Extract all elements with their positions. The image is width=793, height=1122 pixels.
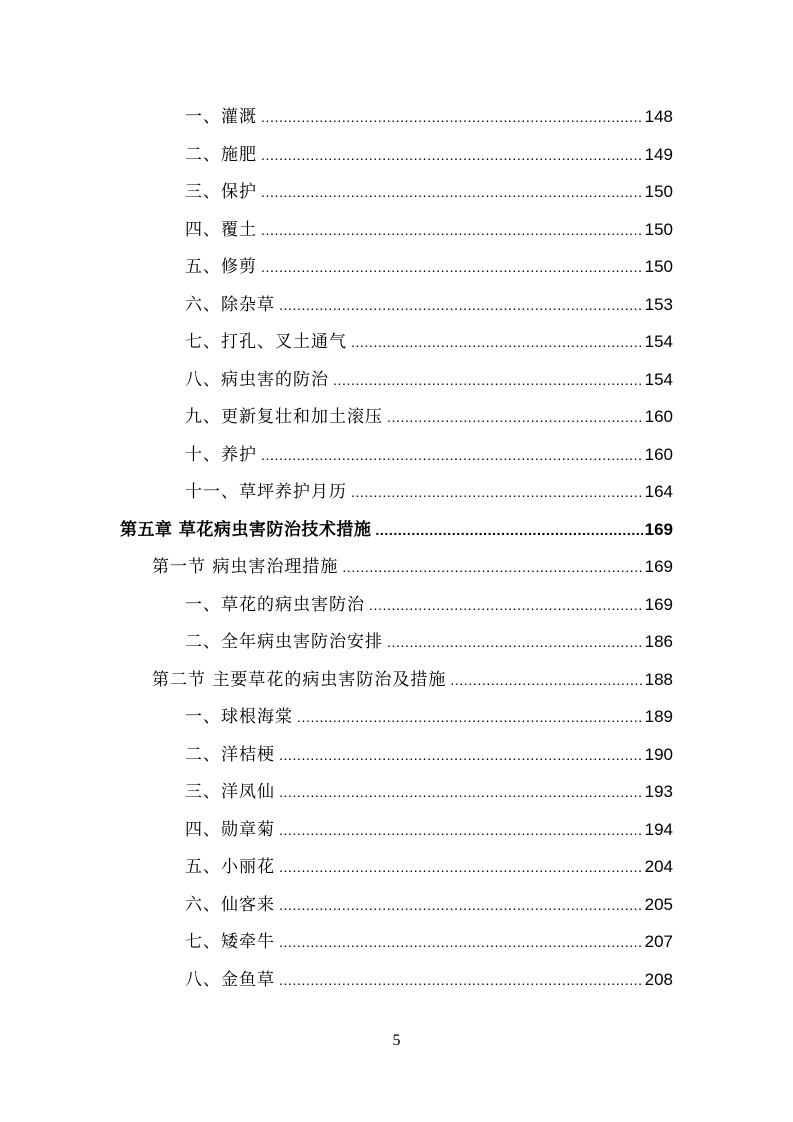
toc-entry-label: 十、养护 xyxy=(185,444,257,465)
toc-entry-page: 169 xyxy=(644,557,673,576)
toc-entry-label: 四、勋章菊 xyxy=(185,819,275,840)
toc-entry-page: 169 xyxy=(644,594,673,614)
toc-entry[interactable] xyxy=(185,253,673,281)
toc-leader-dots xyxy=(261,178,643,206)
toc-entry-page: 169 xyxy=(644,519,673,539)
toc-entry-label: 第二节 主要草花的病虫害防治及措施 xyxy=(152,669,447,690)
toc-entry-page: 205 xyxy=(644,894,673,914)
toc-chapter-entry[interactable] xyxy=(120,516,673,544)
toc-leader-dots xyxy=(387,628,643,656)
toc-entry-label: 二、施肥 xyxy=(185,144,257,165)
toc-entry-label: 三、洋凤仙 xyxy=(185,782,275,802)
toc-entry-label: 九、更新复壮和加土滚压 xyxy=(185,407,383,427)
toc-leader-dots xyxy=(279,291,643,319)
toc-leader-dots xyxy=(261,253,643,281)
toc-leader-dots xyxy=(279,966,643,994)
toc-leader-dots xyxy=(375,516,642,544)
toc-entry-label: 八、金鱼草 xyxy=(185,969,275,990)
toc-entry-label: 八、病虫害的防治 xyxy=(185,369,329,390)
toc-entry-page: 149 xyxy=(644,144,673,164)
toc-entry-label: 一、球根海棠 xyxy=(185,707,293,727)
toc-entry-page: 204 xyxy=(644,857,673,876)
toc-entry-page: 207 xyxy=(644,932,673,951)
toc-leader-dots xyxy=(279,928,643,956)
toc-entry-page: 160 xyxy=(644,407,673,426)
toc-entry[interactable] xyxy=(185,403,673,431)
toc-entry-page: 164 xyxy=(644,482,673,501)
toc-entry-label: 一、草花的病虫害防治 xyxy=(185,594,365,615)
toc-entry-label: 五、修剪 xyxy=(185,257,257,277)
toc-entry-label: 七、打孔、叉土通气 xyxy=(185,332,347,352)
toc-entry-label: 四、覆土 xyxy=(185,219,257,240)
toc-entry[interactable] xyxy=(185,778,673,806)
toc-section-entry[interactable] xyxy=(152,666,673,694)
toc-entry-label: 七、矮牵牛 xyxy=(185,932,275,952)
toc-entry-page: 190 xyxy=(644,744,673,764)
toc-entry[interactable] xyxy=(185,141,673,169)
toc-entry-page: 160 xyxy=(644,444,673,464)
toc-entry-page: 154 xyxy=(644,332,673,351)
toc-entry[interactable] xyxy=(185,328,673,356)
toc-entry-page: 153 xyxy=(644,294,673,314)
toc-entry-label: 第一节 病虫害治理措施 xyxy=(152,557,339,577)
toc-entry-page: 189 xyxy=(644,707,673,726)
toc-entry-label: 十一、草坪养护月历 xyxy=(185,482,347,502)
toc-leader-dots xyxy=(279,741,643,769)
toc-entry-page: 188 xyxy=(644,669,673,689)
toc-leader-dots xyxy=(297,703,643,731)
toc-entry[interactable] xyxy=(185,591,673,619)
toc-entry[interactable] xyxy=(185,366,673,394)
toc-leader-dots xyxy=(279,778,643,806)
toc-entry-page: 150 xyxy=(644,182,673,201)
toc-entry[interactable] xyxy=(185,441,673,469)
toc-entry-label: 六、仙客来 xyxy=(185,894,275,915)
toc-entry-label: 二、洋桔梗 xyxy=(185,744,275,765)
toc-entry[interactable] xyxy=(185,478,673,506)
toc-leader-dots xyxy=(261,141,643,169)
toc-entry-label: 二、全年病虫害防治安排 xyxy=(185,632,383,652)
toc-entry-page: 148 xyxy=(644,107,673,126)
toc-leader-dots xyxy=(351,328,643,356)
toc-leader-dots xyxy=(261,103,643,131)
toc-entry-label: 五、小丽花 xyxy=(185,857,275,877)
toc-entry[interactable] xyxy=(185,928,673,956)
toc-entry[interactable] xyxy=(185,816,673,844)
toc-entry[interactable] xyxy=(185,291,673,319)
toc-leader-dots xyxy=(351,478,643,506)
toc-entry-label: 第五章 草花病虫害防治技术措施 xyxy=(120,519,372,540)
toc-leader-dots xyxy=(369,591,643,619)
toc-entry[interactable] xyxy=(185,178,673,206)
toc-leader-dots xyxy=(450,666,642,694)
toc-entry-page: 186 xyxy=(644,632,673,651)
toc-entry-page: 150 xyxy=(644,257,673,276)
toc-section-entry[interactable] xyxy=(152,553,673,581)
page-number: 5 xyxy=(392,1032,401,1049)
toc-entry-page: 193 xyxy=(644,782,673,801)
toc-leader-dots xyxy=(279,891,643,919)
toc-entry-page: 208 xyxy=(644,969,673,989)
toc-entry[interactable] xyxy=(185,628,673,656)
toc-entry[interactable] xyxy=(185,103,673,131)
toc-leader-dots xyxy=(387,403,643,431)
toc-entry-label: 六、除杂草 xyxy=(185,294,275,315)
toc-entry-page: 150 xyxy=(644,219,673,239)
toc-leader-dots xyxy=(342,553,642,581)
toc-entry[interactable] xyxy=(185,853,673,881)
toc-entry-page: 154 xyxy=(644,369,673,389)
toc-entry[interactable] xyxy=(185,741,673,769)
toc-entry[interactable] xyxy=(185,703,673,731)
toc-entry-label: 三、保护 xyxy=(185,182,257,202)
toc-entry[interactable] xyxy=(185,966,673,994)
toc-leader-dots xyxy=(279,853,643,881)
toc-leader-dots xyxy=(333,366,643,394)
toc-entry[interactable] xyxy=(185,891,673,919)
toc-leader-dots xyxy=(261,216,643,244)
toc-entry[interactable] xyxy=(185,216,673,244)
toc-leader-dots xyxy=(279,816,643,844)
toc-entry-page: 194 xyxy=(644,819,673,839)
toc-leader-dots xyxy=(261,441,643,469)
toc-entry-label: 一、灌溉 xyxy=(185,107,257,127)
